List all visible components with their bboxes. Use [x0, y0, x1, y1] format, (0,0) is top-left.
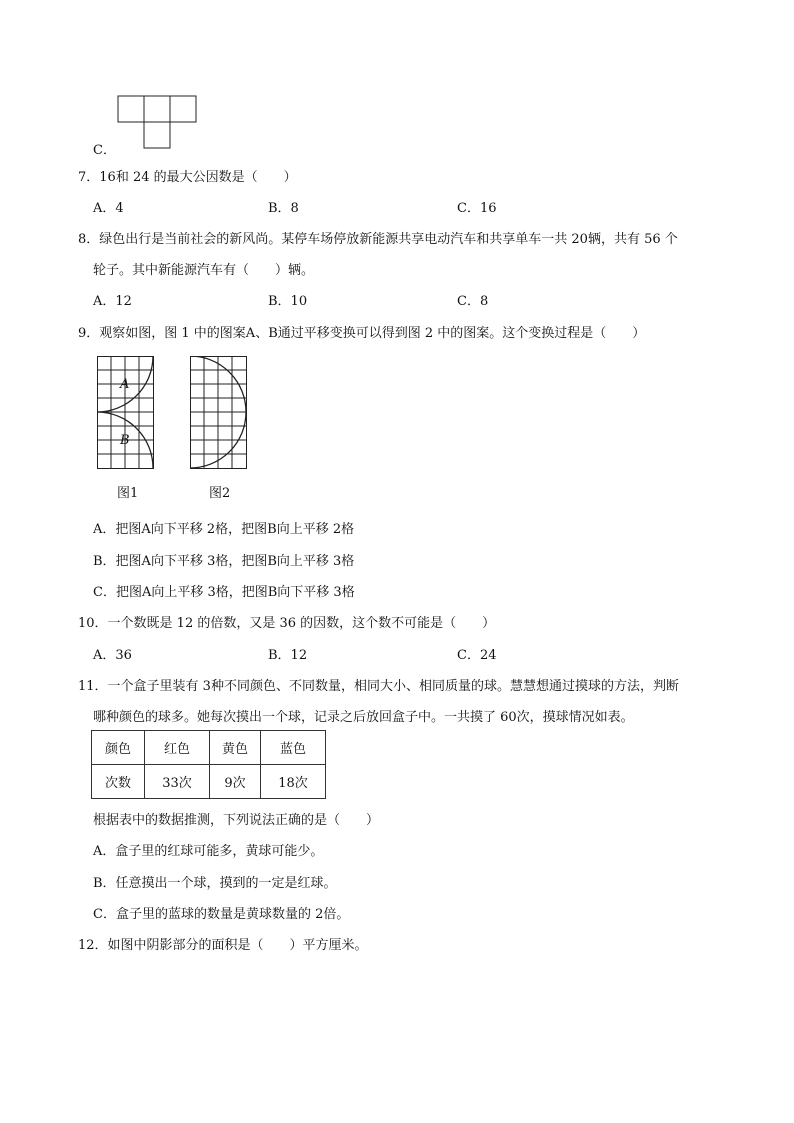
q7-option-a[interactable]: A．4 [93, 201, 124, 216]
table-header-row [92, 731, 326, 765]
figure-2-grid [190, 356, 250, 476]
q9-option-a[interactable]: A．把图A向下平移 2格，把图B向上平移 2格 [93, 522, 355, 537]
table-cell: 9次 [210, 765, 261, 799]
q10-stem: 10．一个数既是 12 的倍数，又是 36 的因数，这个数不可能是（ ） [78, 616, 496, 631]
q7-option-b[interactable]: B．8 [268, 201, 299, 216]
q7-option-c[interactable]: C．16 [457, 201, 497, 216]
q10-option-a[interactable]: A．36 [93, 648, 132, 663]
table-cell: 黄色 [210, 731, 261, 765]
table-cell: 蓝色 [261, 731, 326, 765]
q11-option-c[interactable]: C．盒子里的蓝球的数量是黄球数量的 2倍。 [93, 907, 350, 922]
q11-follow-up: 根据表中的数据推测，下列说法正确的是（ ） [93, 813, 380, 828]
q10-option-b[interactable]: B．12 [268, 648, 308, 663]
ball-frequency-table [91, 730, 326, 799]
q8-stem-line1: 8．绿色出行是当前社会的新风尚。某停车场停放新能源共享电动汽车和共享单车一共 20辆，共有 56 个 [78, 232, 678, 247]
figure-1-caption: 图1 [117, 486, 139, 501]
q9-stem: 9．观察如图，图 1 中的图案A、B通过平移变换可以得到图 2 中的图案。这个变换过程是（ ） [78, 326, 646, 341]
q10-option-c[interactable]: C．24 [457, 648, 497, 663]
figure-1-label-b: B [120, 433, 130, 448]
figure-2-caption: 图2 [209, 486, 231, 501]
q11-stem-line2: 哪种颜色的球多。她每次摸出一个球，记录之后放回盒子中。一共摸了 60次，摸球情况如表。 [93, 710, 634, 725]
table-cell: 33次 [145, 765, 210, 799]
cube-net-figure [110, 90, 210, 150]
q11-option-a[interactable]: A．盒子里的红球可能多，黄球可能少。 [93, 844, 324, 859]
q9-option-c[interactable]: C．把图A向上平移 3格，把图B向下平移 3格 [93, 585, 355, 600]
figure-1-label-a: A [120, 377, 130, 392]
q8-option-c[interactable]: C．8 [457, 294, 489, 309]
q8-option-a[interactable]: A．12 [93, 294, 132, 309]
figure-1-grid [97, 356, 157, 476]
table-cell: 红色 [145, 731, 210, 765]
q9-option-b[interactable]: B．把图A向下平移 3格，把图B向上平移 3格 [93, 554, 355, 569]
q11-option-b[interactable]: B．任意摸出一个球，摸到的一定是红球。 [93, 876, 337, 891]
q8-stem-line2: 轮子。其中新能源汽车有（ ）辆。 [93, 263, 315, 278]
q8-option-b[interactable]: B．10 [268, 294, 308, 309]
table-cell: 次数 [92, 765, 145, 799]
q6-option-c-letter: C． [93, 143, 116, 158]
q12-stem: 12．如图中阴影部分的面积是（ ）平方厘米。 [78, 938, 368, 953]
q7-stem: 7．16和 24 的最大公因数是（ ） [78, 170, 297, 185]
table-cell: 18次 [261, 765, 326, 799]
table-row [92, 765, 326, 799]
q11-stem-line1: 11．一个盒子里装有 3种不同颜色、不同数量，相同大小、相同质量的球。慧慧想通过摸球的方法，判断 [78, 679, 679, 694]
table-cell: 颜色 [92, 731, 145, 765]
